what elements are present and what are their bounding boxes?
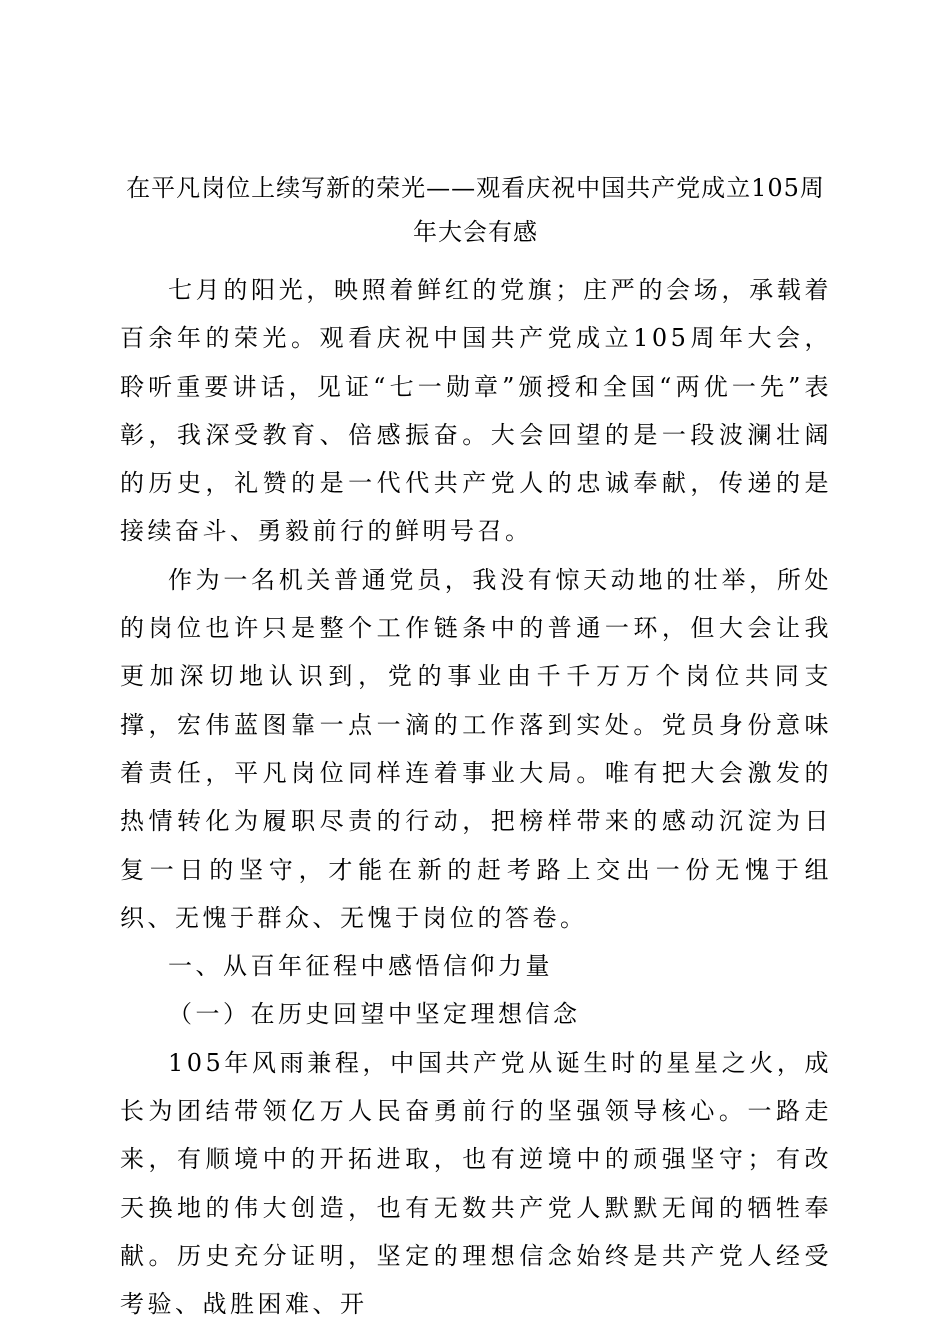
document-title: 在平凡岗位上续写新的荣光——观看庆祝中国共产党成立105周年大会有感 xyxy=(126,174,825,246)
paragraph-intro: 七月的阳光，映照着鲜红的党旗；庄严的会场，承载着百余年的荣光。观看庆祝中国共产党成立105周年大会，聆听重要讲话，见证“七一勋章”颁授和全国“两优一先”表彰，我深受教育、倍感振奋。大会回望的是一段波澜壮阔的历史，礼赞的是一代代共产党人的忠诚奉献，传递的是接续奋斗、勇毅前行的鲜明号召。 xyxy=(120,276,832,546)
section-heading: 一、从百年征程中感悟信仰力量 xyxy=(168,952,553,981)
paragraph-role: 作为一名机关普通党员，我没有惊天动地的壮举，所处的岗位也许只是整个工作链条中的普通一环，但大会让我更加深切地认识到，党的事业由千千万万个岗位共同支撑，宏伟蓝图靠一点一滴的工作落到实处。党员身份意味着责任，平凡岗位同样连着事业大局。唯有把大会激发的热情转化为履职尽责的行动，把榜样带来的感动沉淀为日复一日的坚守，才能在新的赶考路上交出一份无愧于组织、无愧于群众、无愧于岗位的答卷。 xyxy=(120,565,832,932)
subsection-heading: （一）在历史回望中坚定理想信念 xyxy=(168,1000,581,1029)
document-body xyxy=(120,266,832,1329)
paragraph-history: 105年风雨兼程，中国共产党从诞生时的星星之火，成长为团结带领亿万人民奋勇前行的坚强领导核心。一路走来，有顺境中的开拓进取，也有逆境中的顽强坚守；有改天换地的伟大创造，也有无数共产党人默默无闻的牺牲奉献。历史充分证明，坚定的理想信念始终是共产党人经受考验、战胜困难、开 xyxy=(120,1048,832,1319)
